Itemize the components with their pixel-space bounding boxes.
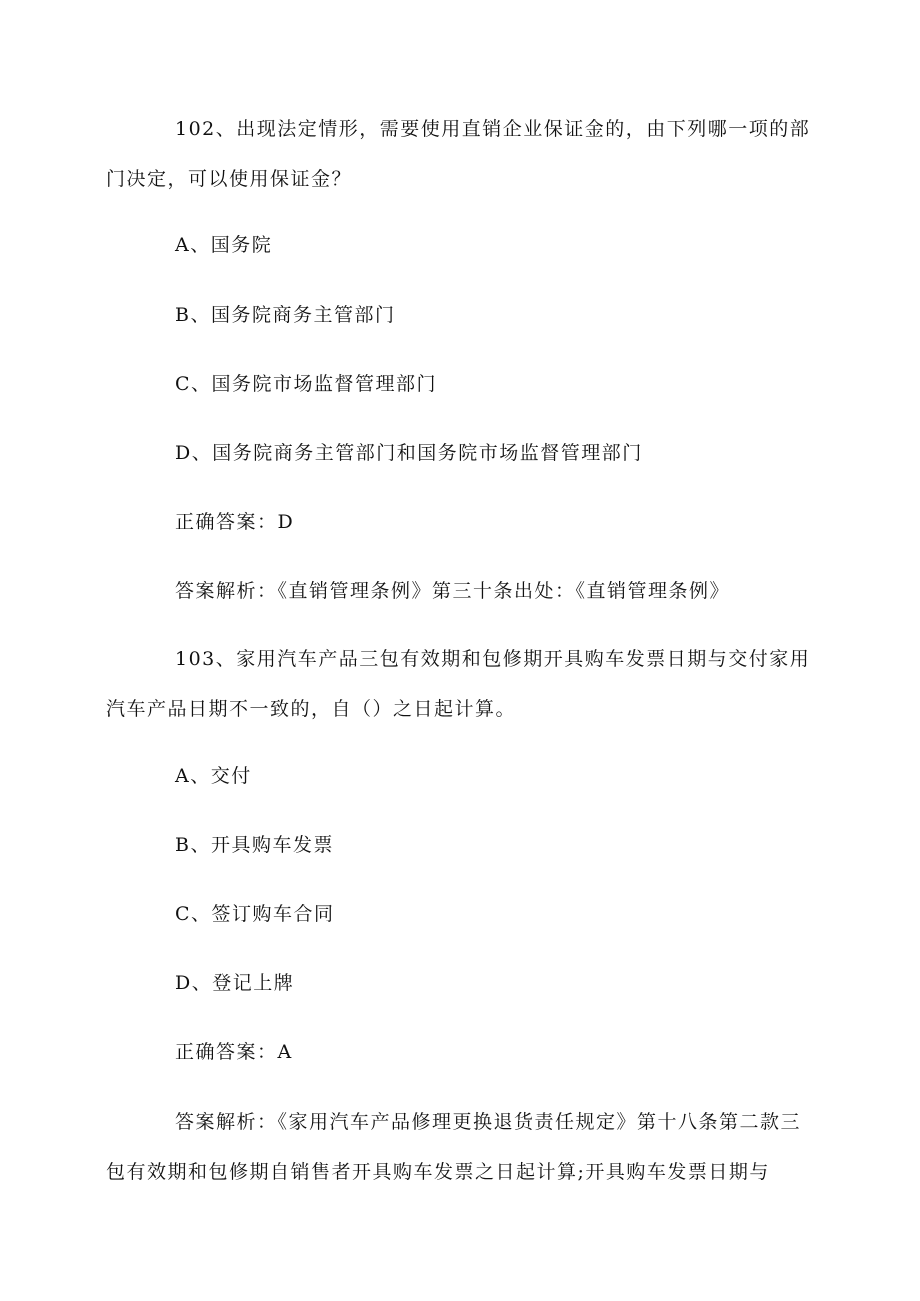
q103-option-b: B、开具购车发票 xyxy=(175,834,334,856)
q103-answer-analysis-line2: 包有效期和包修期自销售者开具购车发票之日起计算;开具购车发票日期与 xyxy=(106,1161,770,1183)
q103-option-c: C、签订购车合同 xyxy=(175,903,335,925)
q103-option-a: A、交付 xyxy=(175,765,252,787)
q102-stem-line2: 门决定，可以使用保证金？ xyxy=(106,168,353,190)
q102-correct-answer: 正确答案：D xyxy=(175,511,295,533)
q102-stem-line1: 102、出现法定情形，需要使用直销企业保证金的，由下列哪一项的部 xyxy=(175,118,811,140)
q103-correct-answer: 正确答案：A xyxy=(175,1041,293,1063)
q103-stem-line1: 103、家用汽车产品三包有效期和包修期开具购车发票日期与交付家用 xyxy=(175,648,811,670)
q102-option-a: A、国务院 xyxy=(175,234,273,256)
q102-option-c: C、国务院市场监督管理部门 xyxy=(175,373,438,395)
q102-option-b: B、国务院商务主管部门 xyxy=(175,304,396,326)
q103-option-d: D、登记上牌 xyxy=(175,972,295,994)
q102-answer-analysis: 答案解析：《直销管理条例》第三十条出处：《直销管理条例》 xyxy=(175,580,731,602)
q103-answer-analysis-line1: 答案解析：《家用汽车产品修理更换退货责任规定》第十八条第二款三 xyxy=(175,1111,802,1133)
q102-option-d: D、国务院商务主管部门和国务院市场监督管理部门 xyxy=(175,442,643,464)
q103-stem-line2: 汽车产品日期不一致的，自（）之日起计算。 xyxy=(106,698,517,720)
